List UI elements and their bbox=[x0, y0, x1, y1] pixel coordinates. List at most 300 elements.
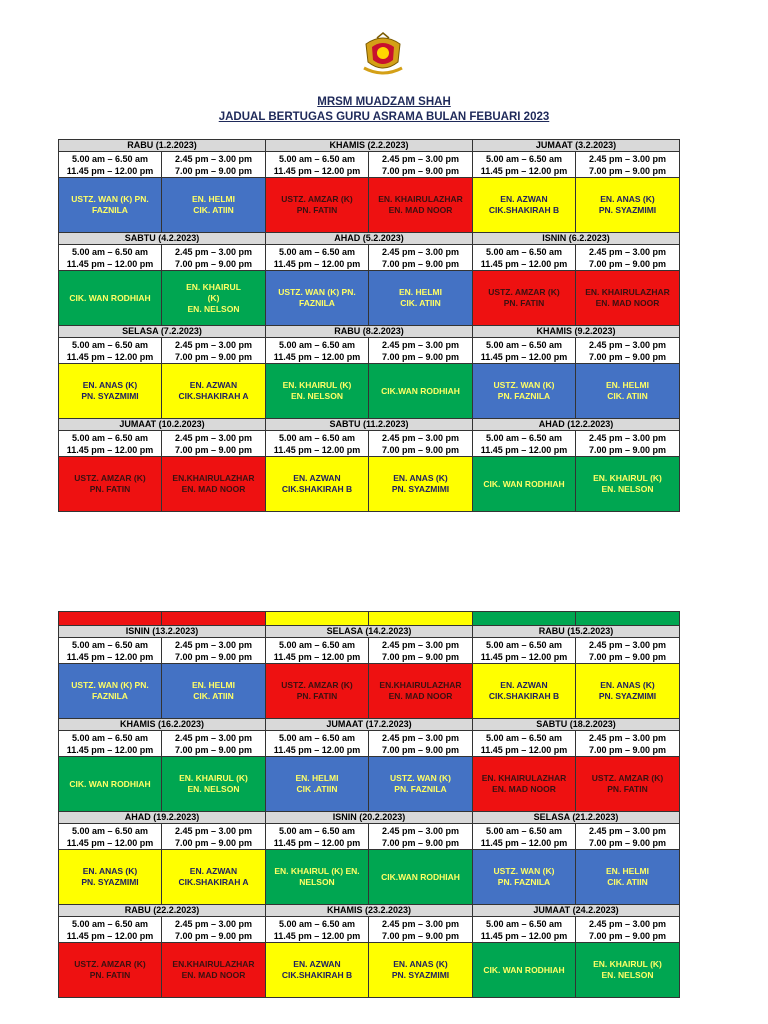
staff-name: CIK.SHAKIRAH B bbox=[281, 484, 353, 494]
time-slot-text: 7.00 pm – 9.00 pm bbox=[174, 351, 253, 362]
staff-cell bbox=[473, 457, 576, 512]
time-slot-morning bbox=[59, 152, 162, 178]
time-slot-evening bbox=[369, 245, 473, 271]
time-slot-text: 2.45 pm – 3.00 pm bbox=[588, 246, 667, 257]
time-slot-row bbox=[59, 917, 680, 943]
time-slot-morning bbox=[473, 824, 576, 850]
time-slot-text: 7.00 pm – 9.00 pm bbox=[381, 258, 460, 269]
staff-name: PN. SYAZMIMI bbox=[81, 391, 139, 401]
staff-cell bbox=[369, 757, 473, 812]
time-slot-evening bbox=[162, 731, 266, 757]
time-slot-evening bbox=[162, 917, 266, 943]
day-header: KHAMIS (2.2.2023) bbox=[266, 140, 473, 152]
staff-cell bbox=[473, 271, 576, 326]
time-slot-text: 2.45 pm – 3.00 pm bbox=[381, 432, 460, 443]
time-slot-evening bbox=[162, 431, 266, 457]
staff-cell bbox=[162, 178, 266, 233]
time-slot-text: 2.45 pm – 3.00 pm bbox=[174, 153, 253, 164]
staff-name: PN. FAZNILA bbox=[497, 877, 551, 887]
time-slot-text: 5.00 am – 6.50 am bbox=[278, 825, 356, 836]
staff-name: FAZNILA bbox=[92, 691, 128, 701]
time-slot-text: 2.45 pm – 3.00 pm bbox=[588, 825, 667, 836]
staff-name: EN. KHAIRULAZHAR bbox=[481, 773, 567, 783]
day-header: RABU (15.2.2023) bbox=[473, 626, 680, 638]
staff-name: EN. AZWAN bbox=[189, 380, 238, 390]
staff-cell bbox=[59, 850, 162, 905]
staff-name: FAZNILA bbox=[299, 298, 335, 308]
staff-cell bbox=[162, 664, 266, 719]
staff-name: PN. FATIN bbox=[89, 484, 131, 494]
time-slot-evening bbox=[369, 824, 473, 850]
time-slot-morning bbox=[266, 152, 369, 178]
staff-name: CIK. ATIIN bbox=[193, 205, 234, 215]
staff-name: EN. HELMI bbox=[295, 773, 339, 783]
time-slot-text: 7.00 pm – 9.00 pm bbox=[174, 444, 253, 455]
staff-name: EN.KHAIRULAZHAR bbox=[172, 959, 255, 969]
time-slot-text: 2.45 pm – 3.00 pm bbox=[381, 153, 460, 164]
day-header: ISNIN (6.2.2023) bbox=[473, 233, 680, 245]
staff-name: EN. ANAS (K) bbox=[82, 380, 138, 390]
time-slot-morning bbox=[59, 245, 162, 271]
staff-row bbox=[59, 850, 680, 905]
staff-name: EN. HELMI bbox=[606, 866, 649, 876]
time-slot-evening bbox=[576, 245, 680, 271]
time-slot-evening bbox=[576, 731, 680, 757]
time-slot-text: 11.45 pm – 12.00 pm bbox=[66, 837, 154, 848]
time-slot-text: 5.00 am – 6.50 am bbox=[485, 339, 563, 350]
staff-name: CIK.SHAKIRAH B bbox=[488, 205, 560, 215]
time-slot-evening bbox=[576, 338, 680, 364]
staff-name: CIK .ATIIN bbox=[296, 784, 338, 794]
staff-cell bbox=[59, 664, 162, 719]
time-slot-text: 11.45 pm – 12.00 pm bbox=[480, 930, 568, 941]
staff-name: EN. KHAIRULAZHAR bbox=[585, 287, 670, 297]
staff-name: EN. NELSON bbox=[601, 484, 654, 494]
staff-name: EN. KHAIRUL (K) bbox=[593, 473, 662, 483]
staff-cell bbox=[266, 943, 369, 998]
time-slot-text: 2.45 pm – 3.00 pm bbox=[588, 918, 667, 929]
time-slot-text: 5.00 am – 6.50 am bbox=[71, 918, 149, 929]
staff-name: PN. SYAZMIMI bbox=[598, 205, 657, 215]
time-slot-text: 7.00 pm – 9.00 pm bbox=[381, 837, 460, 848]
time-slot-text: 11.45 pm – 12.00 pm bbox=[273, 351, 361, 362]
time-slot-evening bbox=[162, 824, 266, 850]
staff-name: CIK. WAN RODHIAH bbox=[69, 778, 151, 789]
staff-row bbox=[59, 943, 680, 998]
time-slot-text: 2.45 pm – 3.00 pm bbox=[381, 732, 460, 743]
time-slot-morning bbox=[59, 338, 162, 364]
staff-cell bbox=[576, 271, 680, 326]
staff-cell bbox=[369, 943, 473, 998]
staff-name: (K) bbox=[207, 292, 220, 303]
time-slot-evening bbox=[369, 431, 473, 457]
staff-name: EN. AZWAN bbox=[500, 680, 548, 690]
time-slot-text: 7.00 pm – 9.00 pm bbox=[588, 837, 667, 848]
staff-name: FAZNILA bbox=[92, 205, 128, 215]
time-slot-text: 11.45 pm – 12.00 pm bbox=[480, 351, 568, 362]
staff-name: EN.KHAIRULAZHAR bbox=[172, 473, 255, 483]
time-slot-morning bbox=[473, 338, 576, 364]
day-header: SABTU (18.2.2023) bbox=[473, 719, 680, 731]
time-slot-text: 2.45 pm – 3.00 pm bbox=[174, 825, 253, 836]
time-slot-text: 2.45 pm – 3.00 pm bbox=[381, 639, 460, 650]
day-header: ISNIN (20.2.2023) bbox=[266, 812, 473, 824]
staff-cell bbox=[59, 943, 162, 998]
staff-cell bbox=[266, 457, 369, 512]
staff-name: PN. SYAZMIMI bbox=[391, 484, 450, 494]
time-slot-text: 5.00 am – 6.50 am bbox=[485, 918, 563, 929]
time-slot-text: 11.45 pm – 12.00 pm bbox=[480, 444, 568, 455]
time-slot-row bbox=[59, 152, 680, 178]
time-slot-text: 5.00 am – 6.50 am bbox=[278, 246, 356, 257]
staff-name: USTZ. WAN (K) PN. bbox=[278, 287, 356, 297]
time-slot-morning bbox=[59, 731, 162, 757]
staff-name: EN. KHAIRUL bbox=[186, 281, 241, 292]
staff-name: USTZ. AMZAR (K) bbox=[74, 473, 146, 483]
staff-name: CIK.SHAKIRAH A bbox=[178, 877, 249, 887]
day-header: RABU (22.2.2023) bbox=[59, 905, 266, 917]
day-header: JUMAAT (3.2.2023) bbox=[473, 140, 680, 152]
time-slot-text: 11.45 pm – 12.00 pm bbox=[480, 165, 568, 176]
time-slot-text: 5.00 am – 6.50 am bbox=[71, 153, 149, 164]
time-slot-row bbox=[59, 824, 680, 850]
time-slot-text: 5.00 am – 6.50 am bbox=[485, 432, 563, 443]
time-slot-text: 11.45 pm – 12.00 pm bbox=[480, 651, 568, 662]
time-slot-text: 11.45 pm – 12.00 pm bbox=[66, 258, 154, 269]
staff-name: PN. FATIN bbox=[607, 784, 648, 794]
staff-name: EN. MAD NOOR bbox=[388, 691, 453, 701]
time-slot-evening bbox=[369, 152, 473, 178]
time-slot-text: 7.00 pm – 9.00 pm bbox=[588, 744, 667, 755]
time-slot-morning bbox=[473, 152, 576, 178]
time-slot-text: 7.00 pm – 9.00 pm bbox=[381, 651, 460, 662]
time-slot-text: 11.45 pm – 12.00 pm bbox=[273, 744, 361, 755]
staff-name: EN. MAD NOOR bbox=[181, 970, 246, 980]
staff-name: EN. AZWAN bbox=[500, 194, 548, 204]
staff-name: PN. SYAZMIMI bbox=[598, 691, 657, 701]
staff-name: EN.KHAIRULAZHAR bbox=[379, 680, 462, 690]
time-slot-text: 2.45 pm – 3.00 pm bbox=[174, 732, 253, 743]
time-slot-text: 11.45 pm – 12.00 pm bbox=[273, 165, 361, 176]
color-strip-cell bbox=[162, 612, 266, 626]
staff-name: CIK. ATIIN bbox=[607, 877, 648, 887]
time-slot-text: 7.00 pm – 9.00 pm bbox=[381, 165, 460, 176]
time-slot-text: 2.45 pm – 3.00 pm bbox=[381, 339, 460, 350]
time-slot-text: 11.45 pm – 12.00 pm bbox=[66, 351, 154, 362]
staff-name: PN. FAZNILA bbox=[394, 784, 447, 794]
time-slot-row bbox=[59, 338, 680, 364]
staff-cell bbox=[59, 178, 162, 233]
time-slot-morning bbox=[266, 917, 369, 943]
time-slot-morning bbox=[266, 638, 369, 664]
staff-name: PN. FATIN bbox=[296, 205, 338, 215]
time-slot-text: 7.00 pm – 9.00 pm bbox=[588, 258, 667, 269]
staff-name: EN. NELSON bbox=[187, 303, 240, 314]
time-slot-morning bbox=[473, 917, 576, 943]
time-slot-morning bbox=[473, 431, 576, 457]
staff-name: EN. ANAS (K) bbox=[393, 473, 448, 483]
time-slot-text: 2.45 pm – 3.00 pm bbox=[174, 918, 253, 929]
day-header-row bbox=[59, 326, 680, 338]
staff-name: PN. SYAZMIMI bbox=[81, 877, 139, 887]
day-header: KHAMIS (9.2.2023) bbox=[473, 326, 680, 338]
staff-name: USTZ. WAN (K) bbox=[493, 866, 555, 876]
staff-cell bbox=[162, 271, 266, 326]
time-slot-text: 2.45 pm – 3.00 pm bbox=[381, 918, 460, 929]
staff-name: USTZ. AMZAR (K) bbox=[281, 680, 353, 690]
staff-cell bbox=[369, 178, 473, 233]
time-slot-text: 5.00 am – 6.50 am bbox=[278, 918, 356, 929]
staff-name: USTZ. WAN (K) bbox=[493, 380, 555, 390]
staff-name: EN. KHAIRUL (K) EN. bbox=[274, 866, 360, 876]
staff-name: CIK. ATIIN bbox=[607, 391, 648, 401]
staff-cell bbox=[473, 943, 576, 998]
staff-name: EN. NELSON bbox=[187, 784, 240, 794]
staff-cell bbox=[473, 850, 576, 905]
day-header: AHAD (5.2.2023) bbox=[266, 233, 473, 245]
time-slot-text: 2.45 pm – 3.00 pm bbox=[174, 639, 253, 650]
staff-name: PN. FAZNILA bbox=[497, 391, 551, 401]
time-slot-morning bbox=[473, 638, 576, 664]
staff-name: EN. HELMI bbox=[399, 287, 442, 297]
staff-cell bbox=[162, 943, 266, 998]
school-crest-icon bbox=[362, 30, 404, 76]
time-slot-evening bbox=[162, 338, 266, 364]
staff-name: CIK. WAN RODHIAH bbox=[69, 292, 151, 303]
time-slot-text: 5.00 am – 6.50 am bbox=[278, 339, 356, 350]
time-slot-evening bbox=[162, 152, 266, 178]
staff-name: EN. HELMI bbox=[606, 380, 649, 390]
time-slot-text: 7.00 pm – 9.00 pm bbox=[588, 930, 667, 941]
staff-name: USTZ. AMZAR (K) bbox=[591, 773, 664, 783]
staff-cell bbox=[162, 757, 266, 812]
staff-cell bbox=[473, 364, 576, 419]
day-header-row bbox=[59, 812, 680, 824]
staff-name: EN. KHAIRUL (K) bbox=[179, 773, 248, 783]
day-header-row bbox=[59, 419, 680, 431]
staff-row bbox=[59, 178, 680, 233]
time-slot-text: 5.00 am – 6.50 am bbox=[485, 732, 563, 743]
time-slot-text: 5.00 am – 6.50 am bbox=[278, 432, 356, 443]
staff-cell bbox=[576, 457, 680, 512]
day-header-row bbox=[59, 626, 680, 638]
time-slot-morning bbox=[59, 824, 162, 850]
staff-row bbox=[59, 271, 680, 326]
staff-cell bbox=[266, 178, 369, 233]
time-slot-text: 7.00 pm – 9.00 pm bbox=[174, 837, 253, 848]
day-header-row bbox=[59, 719, 680, 731]
staff-cell bbox=[162, 457, 266, 512]
time-slot-text: 11.45 pm – 12.00 pm bbox=[480, 837, 568, 848]
staff-name: EN. AZWAN bbox=[293, 473, 341, 483]
day-header: JUMAAT (24.2.2023) bbox=[473, 905, 680, 917]
day-header: SELASA (14.2.2023) bbox=[266, 626, 473, 638]
staff-cell bbox=[59, 364, 162, 419]
color-strip-cell bbox=[266, 612, 369, 626]
staff-cell bbox=[576, 943, 680, 998]
time-slot-text: 2.45 pm – 3.00 pm bbox=[588, 432, 667, 443]
time-slot-text: 5.00 am – 6.50 am bbox=[71, 732, 149, 743]
staff-name: USTZ. AMZAR (K) bbox=[488, 287, 560, 297]
time-slot-text: 7.00 pm – 9.00 pm bbox=[174, 744, 253, 755]
color-strip-cell bbox=[369, 612, 473, 626]
time-slot-morning bbox=[473, 731, 576, 757]
time-slot-text: 5.00 am – 6.50 am bbox=[485, 825, 563, 836]
time-slot-text: 5.00 am – 6.50 am bbox=[485, 639, 563, 650]
time-slot-text: 2.45 pm – 3.00 pm bbox=[381, 825, 460, 836]
time-slot-text: 11.45 pm – 12.00 pm bbox=[66, 165, 154, 176]
staff-name: EN. MAD NOOR bbox=[181, 484, 246, 494]
duty-table-second-half bbox=[58, 611, 680, 998]
time-slot-evening bbox=[369, 731, 473, 757]
staff-cell bbox=[576, 178, 680, 233]
day-header: SELASA (21.2.2023) bbox=[473, 812, 680, 824]
staff-name: EN. NELSON bbox=[291, 391, 343, 401]
staff-name: CIK. ATIIN bbox=[193, 691, 234, 701]
day-header: AHAD (12.2.2023) bbox=[473, 419, 680, 431]
time-slot-morning bbox=[59, 638, 162, 664]
day-header: AHAD (19.2.2023) bbox=[59, 812, 266, 824]
staff-cell bbox=[473, 757, 576, 812]
time-slot-text: 11.45 pm – 12.00 pm bbox=[273, 837, 361, 848]
day-header: ISNIN (13.2.2023) bbox=[59, 626, 266, 638]
time-slot-row bbox=[59, 245, 680, 271]
color-strip-cell bbox=[576, 612, 680, 626]
staff-name: EN. MAD NOOR bbox=[388, 205, 453, 215]
time-slot-text: 7.00 pm – 9.00 pm bbox=[588, 165, 667, 176]
staff-name: EN. AZWAN bbox=[293, 959, 341, 969]
time-slot-text: 5.00 am – 6.50 am bbox=[485, 246, 563, 257]
staff-cell bbox=[576, 850, 680, 905]
time-slot-morning bbox=[59, 917, 162, 943]
staff-row bbox=[59, 457, 680, 512]
time-slot-evening bbox=[369, 917, 473, 943]
time-slot-morning bbox=[266, 338, 369, 364]
time-slot-text: 5.00 am – 6.50 am bbox=[71, 339, 149, 350]
staff-cell bbox=[162, 364, 266, 419]
time-slot-evening bbox=[369, 338, 473, 364]
time-slot-evening bbox=[162, 638, 266, 664]
time-slot-text: 5.00 am – 6.50 am bbox=[278, 639, 356, 650]
staff-row bbox=[59, 364, 680, 419]
time-slot-evening bbox=[576, 431, 680, 457]
time-slot-morning bbox=[266, 824, 369, 850]
staff-name: EN. AZWAN bbox=[189, 866, 238, 876]
time-slot-text: 11.45 pm – 12.00 pm bbox=[273, 444, 361, 455]
staff-cell bbox=[576, 664, 680, 719]
time-slot-text: 5.00 am – 6.50 am bbox=[278, 153, 356, 164]
time-slot-text: 5.00 am – 6.50 am bbox=[71, 432, 149, 443]
time-slot-row bbox=[59, 731, 680, 757]
staff-cell bbox=[266, 757, 369, 812]
staff-name: EN. MAD NOOR bbox=[595, 298, 660, 308]
staff-name: EN. ANAS (K) bbox=[82, 866, 138, 876]
time-slot-text: 5.00 am – 6.50 am bbox=[71, 825, 149, 836]
staff-name: CIK. ATIIN bbox=[400, 298, 441, 308]
time-slot-morning bbox=[266, 731, 369, 757]
time-slot-text: 7.00 pm – 9.00 pm bbox=[174, 651, 253, 662]
time-slot-evening bbox=[576, 638, 680, 664]
time-slot-morning bbox=[473, 245, 576, 271]
time-slot-text: 11.45 pm – 12.00 pm bbox=[66, 444, 154, 455]
time-slot-text: 7.00 pm – 9.00 pm bbox=[381, 444, 460, 455]
time-slot-evening bbox=[162, 245, 266, 271]
time-slot-text: 2.45 pm – 3.00 pm bbox=[588, 339, 667, 350]
staff-name: PN. SYAZMIMI bbox=[391, 970, 450, 980]
time-slot-text: 7.00 pm – 9.00 pm bbox=[381, 351, 460, 362]
time-slot-text: 5.00 am – 6.50 am bbox=[278, 732, 356, 743]
staff-cell bbox=[59, 457, 162, 512]
staff-name: PN. FATIN bbox=[296, 691, 338, 701]
time-slot-text: 7.00 pm – 9.00 pm bbox=[174, 258, 253, 269]
day-header: JUMAAT (17.2.2023) bbox=[266, 719, 473, 731]
day-header: KHAMIS (16.2.2023) bbox=[59, 719, 266, 731]
time-slot-text: 2.45 pm – 3.00 pm bbox=[174, 339, 253, 350]
staff-name: CIK.SHAKIRAH B bbox=[488, 691, 560, 701]
day-header-row bbox=[59, 233, 680, 245]
staff-name: EN. NELSON bbox=[601, 970, 654, 980]
staff-name: EN. ANAS (K) bbox=[600, 680, 655, 690]
time-slot-evening bbox=[369, 638, 473, 664]
staff-name: CIK.WAN RODHIAH bbox=[381, 871, 460, 882]
staff-name: CIK.WAN RODHIAH bbox=[381, 385, 460, 396]
time-slot-evening bbox=[576, 917, 680, 943]
day-header: RABU (1.2.2023) bbox=[59, 140, 266, 152]
staff-name: CIK.SHAKIRAH A bbox=[178, 391, 249, 401]
staff-name: EN. MAD NOOR bbox=[492, 784, 556, 794]
time-slot-text: 11.45 pm – 12.00 pm bbox=[480, 258, 568, 269]
staff-cell bbox=[473, 664, 576, 719]
time-slot-text: 2.45 pm – 3.00 pm bbox=[588, 732, 667, 743]
staff-name: EN. HELMI bbox=[192, 680, 235, 690]
day-header-row bbox=[59, 905, 680, 917]
time-slot-text: 7.00 pm – 9.00 pm bbox=[588, 651, 667, 662]
staff-cell bbox=[576, 757, 680, 812]
staff-name: USTZ. WAN (K) PN. bbox=[71, 680, 149, 690]
school-name: MRSM MUADZAM SHAH bbox=[317, 96, 451, 108]
time-slot-text: 11.45 pm – 12.00 pm bbox=[273, 258, 361, 269]
staff-cell bbox=[266, 664, 369, 719]
time-slot-text: 5.00 am – 6.50 am bbox=[71, 639, 149, 650]
staff-name: EN. ANAS (K) bbox=[600, 194, 655, 204]
time-slot-text: 7.00 pm – 9.00 pm bbox=[174, 930, 253, 941]
day-header: SABTU (11.2.2023) bbox=[266, 419, 473, 431]
time-slot-text: 5.00 am – 6.50 am bbox=[71, 246, 149, 257]
staff-cell bbox=[369, 364, 473, 419]
staff-name: EN. HELMI bbox=[192, 194, 235, 204]
staff-name: USTZ. AMZAR (K) bbox=[74, 959, 146, 969]
time-slot-text: 7.00 pm – 9.00 pm bbox=[588, 351, 667, 362]
time-slot-text: 11.45 pm – 12.00 pm bbox=[273, 651, 361, 662]
staff-name: EN. KHAIRUL (K) bbox=[282, 380, 352, 390]
time-slot-text: 11.45 pm – 12.00 pm bbox=[66, 930, 154, 941]
time-slot-text: 11.45 pm – 12.00 pm bbox=[273, 930, 361, 941]
time-slot-row bbox=[59, 431, 680, 457]
day-header: RABU (8.2.2023) bbox=[266, 326, 473, 338]
time-slot-text: 7.00 pm – 9.00 pm bbox=[588, 444, 667, 455]
time-slot-row bbox=[59, 638, 680, 664]
staff-name: EN. ANAS (K) bbox=[393, 959, 448, 969]
day-header: SELASA (7.2.2023) bbox=[59, 326, 266, 338]
staff-cell bbox=[266, 271, 369, 326]
staff-name: PN. FATIN bbox=[89, 970, 131, 980]
staff-cell bbox=[59, 271, 162, 326]
day-header: JUMAAT (10.2.2023) bbox=[59, 419, 266, 431]
staff-name: USTZ. AMZAR (K) bbox=[281, 194, 353, 204]
staff-cell bbox=[369, 664, 473, 719]
color-strip-cell bbox=[473, 612, 576, 626]
time-slot-morning bbox=[266, 245, 369, 271]
